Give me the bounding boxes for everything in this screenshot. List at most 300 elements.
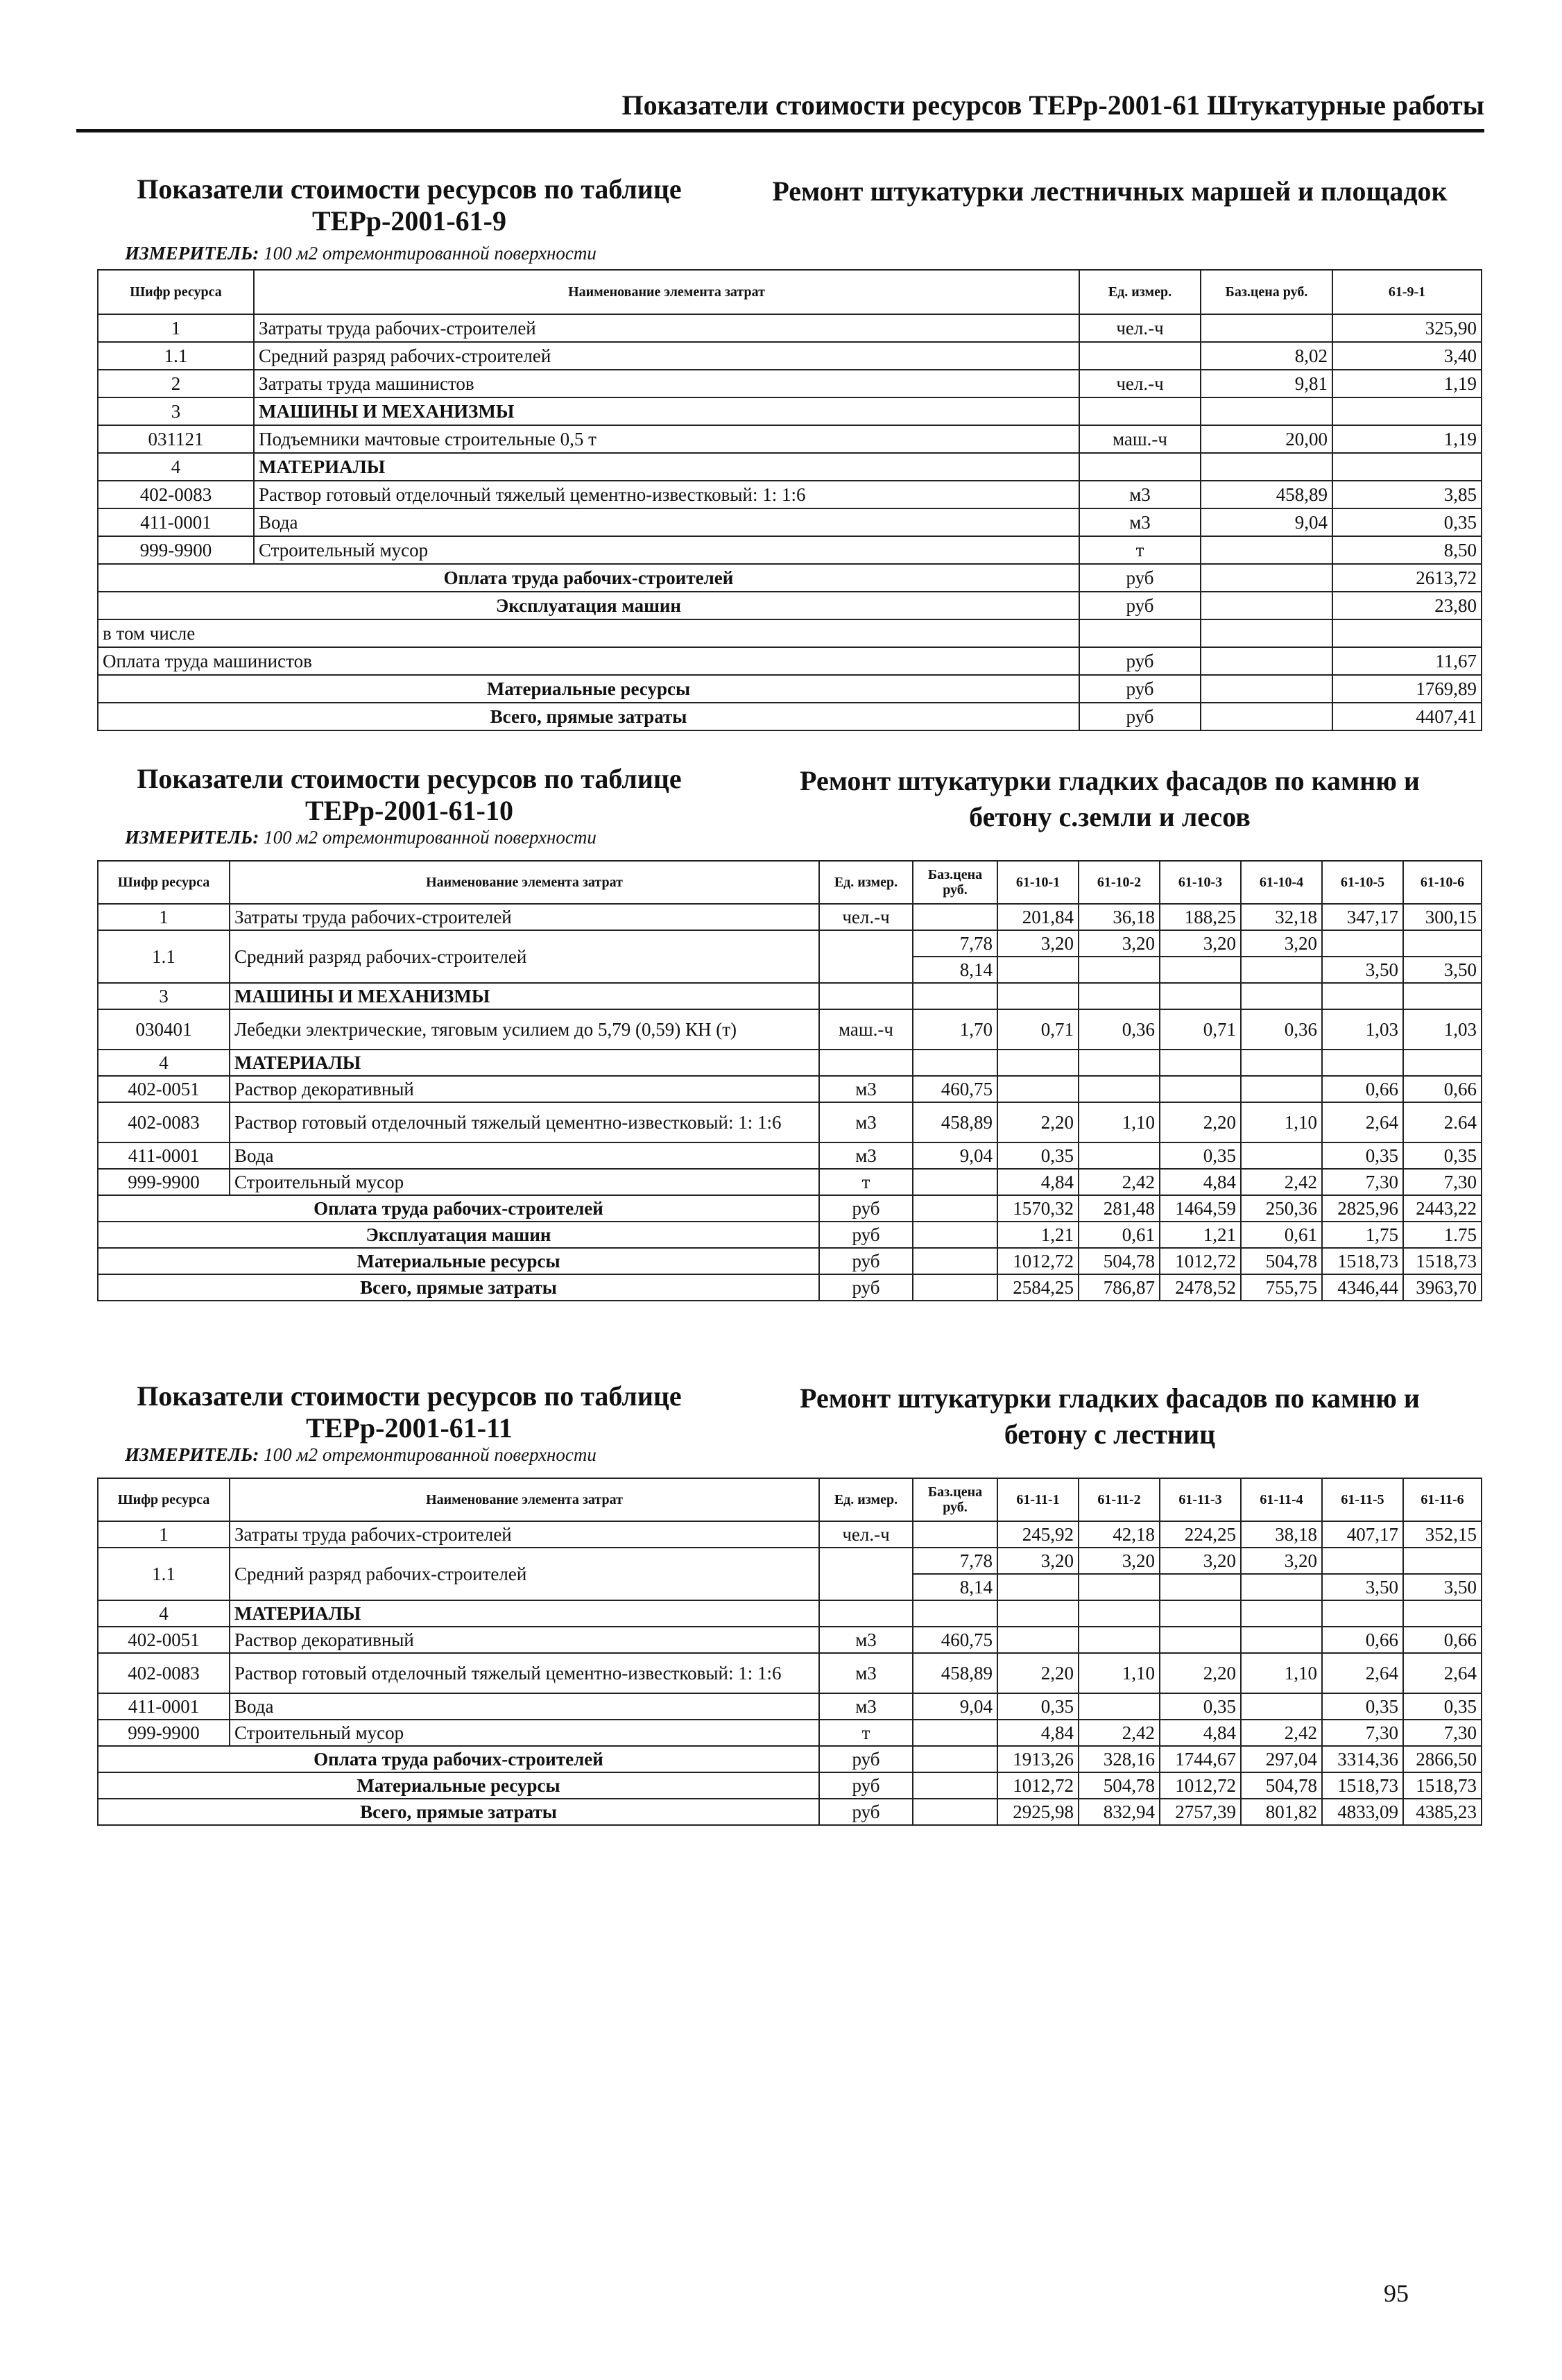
- summary-row: [98, 1222, 1482, 1248]
- table-row: [98, 1169, 1482, 1195]
- header-norm-2: 61-10-2: [1079, 861, 1160, 904]
- row-value: 3,20: [1241, 930, 1322, 957]
- section-title-left: [97, 1380, 721, 1444]
- summary-unit: руб: [819, 1248, 913, 1274]
- row-name: Средний разряд рабочих-строителей: [254, 342, 1079, 370]
- row-value: [997, 1050, 1079, 1076]
- row-price: 9,04: [1201, 508, 1332, 536]
- table-row: [98, 508, 1482, 536]
- header-code: Шифр ресурса: [98, 1478, 230, 1521]
- row-price: [913, 983, 997, 1009]
- row-name: МАТЕРИАЛЫ: [230, 1600, 819, 1627]
- section-title-right: [735, 1380, 1484, 1453]
- row-unit: [819, 1600, 913, 1627]
- row-value: 2,42: [1241, 1169, 1322, 1195]
- row-value: 1,10: [1241, 1102, 1322, 1142]
- row-unit: м3: [819, 1653, 913, 1693]
- row-value: 0,35: [1322, 1142, 1403, 1169]
- row-value: [1079, 1600, 1160, 1627]
- summary-price: [1201, 675, 1332, 703]
- summary-price: [1201, 564, 1332, 592]
- row-value: 2,64: [1322, 1653, 1403, 1693]
- summary-value: 1012,72: [1160, 1248, 1241, 1274]
- row-value: 0,71: [997, 1009, 1079, 1050]
- summary-value: 1518,73: [1322, 1248, 1403, 1274]
- row-value: [1079, 1574, 1160, 1600]
- row-value: [997, 983, 1079, 1009]
- row-unit: [819, 983, 913, 1009]
- summary-row: [98, 1274, 1482, 1301]
- summary-value: 2825,96: [1322, 1195, 1403, 1222]
- row-unit: чел.-ч: [819, 1521, 913, 1548]
- row-value: [1322, 930, 1403, 957]
- row-price: 7,78: [913, 1548, 997, 1574]
- row-code: 3: [98, 983, 230, 1009]
- table-row: [98, 425, 1482, 453]
- row-code: 1.1: [98, 342, 254, 370]
- row-price: [1201, 314, 1332, 342]
- row-name: МАШИНЫ И МЕХАНИЗМЫ: [254, 397, 1079, 425]
- header-norm-3: 61-10-3: [1160, 861, 1241, 904]
- row-code: 1: [98, 314, 254, 342]
- row-name: Строительный мусор: [230, 1720, 819, 1746]
- row-value: [1403, 1050, 1482, 1076]
- measure-value: 100 м2 отремонтированной поверхности: [264, 243, 597, 264]
- row-value: 3,20: [1079, 930, 1160, 957]
- row-unit: м3: [819, 1142, 913, 1169]
- measure-value: 100 м2 отремонтированной поверхности: [264, 1444, 597, 1465]
- row-value: [1160, 1627, 1241, 1653]
- row-price: 9,81: [1201, 370, 1332, 397]
- row-value: 188,25: [1160, 904, 1241, 930]
- summary-value: 755,75: [1241, 1274, 1322, 1301]
- row-value: 7,30: [1403, 1169, 1482, 1195]
- summary-row: [98, 1746, 1482, 1772]
- row-value: 0,35: [997, 1693, 1079, 1720]
- row-value: 2,42: [1079, 1720, 1160, 1746]
- summary-value: 1012,72: [997, 1248, 1079, 1274]
- header-rule: [76, 129, 1484, 132]
- table-row: [98, 314, 1482, 342]
- summary-value: 3314,36: [1322, 1746, 1403, 1772]
- summary-value: 504,78: [1241, 1772, 1322, 1799]
- summary-row: [98, 592, 1482, 619]
- row-value: 1,10: [1241, 1653, 1322, 1693]
- table-row: [98, 1720, 1482, 1746]
- row-value: [1241, 1600, 1322, 1627]
- row-price: 460,75: [913, 1627, 997, 1653]
- summary-value: 2925,98: [997, 1799, 1079, 1825]
- row-price: 460,75: [913, 1076, 997, 1102]
- row-value: [997, 1600, 1079, 1627]
- row-value: 4,84: [1160, 1169, 1241, 1195]
- row-price: 458,89: [913, 1102, 997, 1142]
- row-price: 8,14: [913, 957, 997, 983]
- row-price: 1,70: [913, 1009, 997, 1050]
- row-value: 4,84: [1160, 1720, 1241, 1746]
- summary-row: [98, 1248, 1482, 1274]
- summary-unit: руб: [1079, 647, 1201, 675]
- summary-value: 4407,41: [1332, 703, 1482, 730]
- row-name: Вода: [254, 508, 1079, 536]
- row-name: Раствор декоративный: [230, 1076, 819, 1102]
- row-code: 999-9900: [98, 1720, 230, 1746]
- header-price: Баз.цена руб.: [913, 861, 997, 904]
- row-unit: т: [1079, 536, 1201, 564]
- row-value: 2,42: [1241, 1720, 1322, 1746]
- summary-value: 504,78: [1079, 1772, 1160, 1799]
- summary-value: 250,36: [1241, 1195, 1322, 1222]
- row-value: [1241, 1574, 1322, 1600]
- row-value: 7,30: [1322, 1720, 1403, 1746]
- row-value: [1160, 957, 1241, 983]
- row-name: Затраты труда рабочих-строителей: [230, 904, 819, 930]
- row-value: [1322, 1548, 1403, 1574]
- row-unit: [1079, 342, 1201, 370]
- summary-name: Всего, прямые затраты: [98, 1274, 819, 1301]
- table-row: [98, 930, 1482, 957]
- section-title-code: ТЕРр-2001-61-11: [306, 1412, 513, 1444]
- summary-price: [1201, 619, 1332, 647]
- summary-price: [913, 1772, 997, 1799]
- row-value: 2,64: [1322, 1102, 1403, 1142]
- summary-value: 801,82: [1241, 1799, 1322, 1825]
- row-value: 42,18: [1079, 1521, 1160, 1548]
- row-value: [1322, 1050, 1403, 1076]
- row-price: 9,04: [913, 1693, 997, 1720]
- page-number: 95: [1384, 2279, 1409, 2307]
- row-code: 4: [98, 453, 254, 481]
- table-row: [98, 904, 1482, 930]
- row-value: 1,03: [1322, 1009, 1403, 1050]
- row-value: 0,35: [1332, 508, 1482, 536]
- header-unit: Ед. измер.: [1079, 270, 1201, 314]
- section-title-right: Ремонт штукатурки лестничных маршей и площадок: [772, 175, 1448, 207]
- measure-line: [125, 827, 597, 848]
- summary-value: 281,48: [1079, 1195, 1160, 1222]
- row-value: 2,20: [1160, 1653, 1241, 1693]
- row-value: 0,36: [1241, 1009, 1322, 1050]
- summary-row: [98, 1772, 1482, 1799]
- section-title-left: [97, 173, 721, 237]
- summary-value: 1012,72: [1160, 1772, 1241, 1799]
- row-value: [1160, 1076, 1241, 1102]
- table-row: [98, 453, 1482, 481]
- row-name: Строительный мусор: [230, 1169, 819, 1195]
- summary-value: 1570,32: [997, 1195, 1079, 1222]
- row-value: [1079, 1693, 1160, 1720]
- summary-value: 1,75: [1322, 1222, 1403, 1248]
- row-value: [1241, 1693, 1322, 1720]
- row-name: Раствор декоративный: [230, 1627, 819, 1653]
- summary-name: Оплата труда рабочих-строителей: [98, 1195, 819, 1222]
- section-title-code: ТЕРр-2001-61-10: [305, 795, 513, 826]
- row-code: 999-9900: [98, 536, 254, 564]
- row-name: Средний разряд рабочих-строителей: [230, 1548, 819, 1600]
- row-value: 1,10: [1079, 1102, 1160, 1142]
- summary-row: [98, 564, 1482, 592]
- resource-table: [97, 860, 1482, 1301]
- summary-unit: руб: [819, 1222, 913, 1248]
- row-value: 3,50: [1322, 957, 1403, 983]
- row-value: 4,84: [997, 1169, 1079, 1195]
- row-value: [1160, 1600, 1241, 1627]
- row-code: 402-0083: [98, 1102, 230, 1142]
- summary-value: 1913,26: [997, 1746, 1079, 1772]
- row-value: [1403, 983, 1482, 1009]
- summary-value: [1332, 619, 1482, 647]
- summary-unit: руб: [819, 1746, 913, 1772]
- summary-value: 504,78: [1241, 1248, 1322, 1274]
- summary-value: 3963,70: [1403, 1274, 1482, 1301]
- summary-unit: руб: [1079, 675, 1201, 703]
- row-value: [997, 957, 1079, 983]
- row-value: 7,30: [1403, 1720, 1482, 1746]
- summary-price: [913, 1274, 997, 1301]
- row-value: [1403, 1548, 1482, 1574]
- row-value: 2,64: [1403, 1653, 1482, 1693]
- row-value: 352,15: [1403, 1521, 1482, 1548]
- row-name: МАТЕРИАЛЫ: [254, 453, 1079, 481]
- row-value: [1322, 983, 1403, 1009]
- row-price: [913, 904, 997, 930]
- row-value: 0,35: [1160, 1693, 1241, 1720]
- summary-name: Всего, прямые затраты: [98, 703, 1079, 730]
- row-code: 1: [98, 1521, 230, 1548]
- row-code: 031121: [98, 425, 254, 453]
- row-value: [1079, 983, 1160, 1009]
- row-price: [1201, 536, 1332, 564]
- summary-price: [913, 1799, 997, 1825]
- summary-row: [98, 647, 1482, 675]
- header-code: Шифр ресурса: [98, 861, 230, 904]
- summary-price: [1201, 592, 1332, 619]
- section-title-left: [97, 763, 721, 827]
- row-value: [1241, 1627, 1322, 1653]
- row-value: 2,20: [1160, 1102, 1241, 1142]
- row-price: [913, 1720, 997, 1746]
- row-unit: м3: [819, 1693, 913, 1720]
- row-unit: [819, 1548, 913, 1600]
- section-title-right: [735, 763, 1484, 835]
- header-unit: Ед. измер.: [819, 861, 913, 904]
- resource-table: [97, 1478, 1482, 1826]
- row-value: 8,50: [1332, 536, 1482, 564]
- section-title-line1: Показатели стоимости ресурсов по таблице: [137, 173, 682, 205]
- row-value: 32,18: [1241, 904, 1322, 930]
- header-name: Наименование элемента затрат: [254, 270, 1079, 314]
- summary-name: Эксплуатация машин: [98, 1222, 819, 1248]
- row-value: 1,03: [1403, 1009, 1482, 1050]
- section-title-right-line1: Ремонт штукатурки гладких фасадов по камню и: [800, 1382, 1420, 1414]
- summary-value: 1464,59: [1160, 1195, 1241, 1222]
- row-price: 458,89: [913, 1653, 997, 1693]
- row-value: [1403, 930, 1482, 957]
- header-norm-3: 61-11-3: [1160, 1478, 1241, 1521]
- row-price: [913, 1169, 997, 1195]
- row-value: [1079, 1627, 1160, 1653]
- summary-value: 11,67: [1332, 647, 1482, 675]
- summary-value: 1769,89: [1332, 675, 1482, 703]
- row-value: 0,35: [1403, 1693, 1482, 1720]
- row-unit: м3: [1079, 508, 1201, 536]
- row-value: 300,15: [1403, 904, 1482, 930]
- row-code: 411-0001: [98, 1693, 230, 1720]
- row-value: 2,20: [997, 1102, 1079, 1142]
- summary-value: 4833,09: [1322, 1799, 1403, 1825]
- summary-price: [913, 1248, 997, 1274]
- row-value: [1241, 983, 1322, 1009]
- row-value: [1322, 1600, 1403, 1627]
- summary-value: 4385,23: [1403, 1799, 1482, 1825]
- row-name: МАШИНЫ И МЕХАНИЗМЫ: [230, 983, 819, 1009]
- row-code: 1.1: [98, 1548, 230, 1600]
- summary-row: [98, 1195, 1482, 1222]
- row-value: [1241, 1142, 1322, 1169]
- row-value: 347,17: [1322, 904, 1403, 930]
- row-value: 325,90: [1332, 314, 1482, 342]
- row-value: 1,19: [1332, 370, 1482, 397]
- header-norm: 61-9-1: [1332, 270, 1482, 314]
- measure-value: 100 м2 отремонтированной поверхности: [264, 827, 597, 848]
- summary-value: 1,21: [1160, 1222, 1241, 1248]
- row-value: 3,20: [1160, 930, 1241, 957]
- table-row: [98, 1693, 1482, 1720]
- row-value: 3,20: [1079, 1548, 1160, 1574]
- row-price: 8,14: [913, 1574, 997, 1600]
- row-price: 9,04: [913, 1142, 997, 1169]
- row-value: 2,42: [1079, 1169, 1160, 1195]
- row-price: [1201, 397, 1332, 425]
- table-row: [98, 1076, 1482, 1102]
- row-value: 3,85: [1332, 481, 1482, 508]
- summary-row: [98, 703, 1482, 730]
- row-value: [997, 1574, 1079, 1600]
- row-unit: чел.-ч: [1079, 370, 1201, 397]
- row-unit: м3: [819, 1102, 913, 1142]
- row-code: 030401: [98, 1009, 230, 1050]
- row-unit: м3: [819, 1627, 913, 1653]
- row-value: 3,50: [1322, 1574, 1403, 1600]
- summary-value: 2443,22: [1403, 1195, 1482, 1222]
- section-title-right-line1: Ремонт штукатурки гладких фасадов по камню и: [800, 765, 1420, 796]
- summary-value: 2613,72: [1332, 564, 1482, 592]
- table-row: [98, 481, 1482, 508]
- row-unit: т: [819, 1720, 913, 1746]
- summary-value: 1744,67: [1160, 1746, 1241, 1772]
- row-value: [1079, 957, 1160, 983]
- row-value: 0,35: [1403, 1142, 1482, 1169]
- header-name: Наименование элемента затрат: [230, 1478, 819, 1521]
- row-code: 4: [98, 1600, 230, 1627]
- summary-value: 297,04: [1241, 1746, 1322, 1772]
- row-value: [1332, 397, 1482, 425]
- header-norm-5: 61-10-5: [1322, 861, 1403, 904]
- measure-line: [125, 243, 597, 264]
- resource-table: [97, 269, 1482, 731]
- row-name: Вода: [230, 1693, 819, 1720]
- row-unit: чел.-ч: [819, 904, 913, 930]
- summary-value: 0,61: [1241, 1222, 1322, 1248]
- row-name: Раствор готовый отделочный тяжелый цементно-известковый: 1: 1:6: [230, 1102, 819, 1142]
- summary-unit: руб: [1079, 564, 1201, 592]
- row-value: 0,36: [1079, 1009, 1160, 1050]
- table-row: [98, 1627, 1482, 1653]
- row-value: 4,84: [997, 1720, 1079, 1746]
- header-price: Баз.цена руб.: [1201, 270, 1332, 314]
- row-unit: [819, 930, 913, 983]
- row-code: 4: [98, 1050, 230, 1076]
- row-value: 1,10: [1079, 1653, 1160, 1693]
- summary-value: 1,21: [997, 1222, 1079, 1248]
- summary-value: 2757,39: [1160, 1799, 1241, 1825]
- row-value: 7,30: [1322, 1169, 1403, 1195]
- row-price: [1201, 453, 1332, 481]
- row-value: [1403, 1600, 1482, 1627]
- row-value: 3,20: [997, 1548, 1079, 1574]
- summary-price: [913, 1195, 997, 1222]
- table-row: [98, 1521, 1482, 1548]
- summary-value: 328,16: [1079, 1746, 1160, 1772]
- summary-row: [98, 1799, 1482, 1825]
- row-value: 36,18: [1079, 904, 1160, 930]
- row-value: [1332, 453, 1482, 481]
- summary-value: 23,80: [1332, 592, 1482, 619]
- summary-price: [1201, 703, 1332, 730]
- header-norm-1: 61-10-1: [997, 861, 1079, 904]
- summary-unit: руб: [1079, 703, 1201, 730]
- header-norm-5: 61-11-5: [1322, 1478, 1403, 1521]
- row-value: 407,17: [1322, 1521, 1403, 1548]
- row-unit: т: [819, 1169, 913, 1195]
- table-row: [98, 370, 1482, 397]
- summary-unit: руб: [819, 1772, 913, 1799]
- row-code: 402-0083: [98, 481, 254, 508]
- row-code: 411-0001: [98, 508, 254, 536]
- section-title-right-line2: бетону с лестниц: [1004, 1419, 1216, 1450]
- row-unit: м3: [819, 1076, 913, 1102]
- row-value: 3,50: [1403, 957, 1482, 983]
- row-value: [1241, 1076, 1322, 1102]
- summary-value: 786,87: [1079, 1274, 1160, 1301]
- row-unit: [819, 1050, 913, 1076]
- summary-name: Материальные ресурсы: [98, 675, 1079, 703]
- row-name: Затраты труда рабочих-строителей: [254, 314, 1079, 342]
- header-unit: Ед. измер.: [819, 1478, 913, 1521]
- row-code: 402-0051: [98, 1076, 230, 1102]
- measure-line: [125, 1444, 597, 1466]
- header-norm-6: 61-11-6: [1403, 1478, 1482, 1521]
- row-code: 402-0051: [98, 1627, 230, 1653]
- row-unit: [1079, 397, 1201, 425]
- summary-value: 1.75: [1403, 1222, 1482, 1248]
- row-unit: маш.-ч: [819, 1009, 913, 1050]
- table-row: [98, 1050, 1482, 1076]
- summary-value: 4346,44: [1322, 1274, 1403, 1301]
- row-value: [1160, 1574, 1241, 1600]
- summary-value: 1518,73: [1322, 1772, 1403, 1799]
- row-value: 0,35: [1322, 1693, 1403, 1720]
- row-price: [913, 1050, 997, 1076]
- summary-price: [913, 1222, 997, 1248]
- row-code: 411-0001: [98, 1142, 230, 1169]
- summary-row: [98, 675, 1482, 703]
- summary-name: Оплата труда рабочих-строителей: [98, 1746, 819, 1772]
- table-row: [98, 1102, 1482, 1142]
- row-code: 2: [98, 370, 254, 397]
- row-value: [997, 1627, 1079, 1653]
- summary-name: Материальные ресурсы: [98, 1248, 819, 1274]
